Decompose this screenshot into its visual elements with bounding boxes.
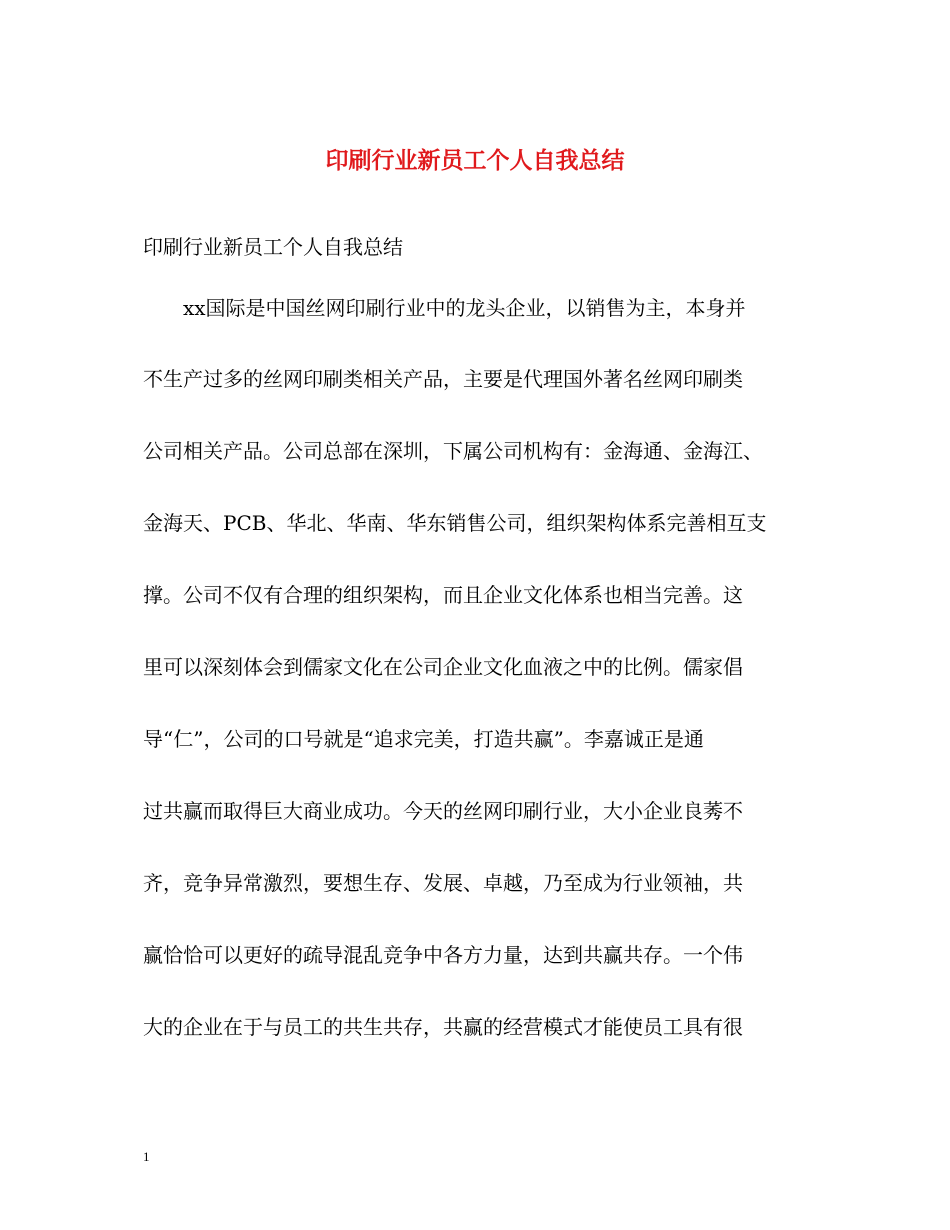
body-line: 齐，竞争异常激烈，要想生存、发展、卓越，乃至成为行业领袖，共 [143, 871, 743, 895]
document-title: 印刷行业新员工个人自我总结 [325, 147, 625, 174]
body-line: 赢恰恰可以更好的疏导混乱竞争中各方力量，达到共赢共存。一个伟 [143, 943, 743, 967]
body-line: 不生产过多的丝网印刷类相关产品，主要是代理国外著名丝网印刷类 [143, 367, 743, 391]
document-subtitle: 印刷行业新员工个人自我总结 [143, 235, 403, 259]
body-line: 公司相关产品。公司总部在深圳，下属公司机构有：金海通、金海江、 [143, 439, 763, 463]
body-line: 撑。公司不仅有合理的组织架构，而且企业文化体系也相当完善。这 [143, 583, 743, 607]
body-line: 大的企业在于与员工的共生共存，共赢的经营模式才能使员工具有很 [143, 1015, 743, 1039]
page-number: 1 [143, 1149, 150, 1164]
body-line: 导“仁”，公司的口号就是“追求完美，打造共赢”。李嘉诚正是通 [143, 727, 704, 751]
body-line: 金海天、PCB、华北、华南、华东销售公司，组织架构体系完善相互支 [143, 511, 767, 535]
body-line: xx国际是中国丝网印刷行业中的龙头企业，以销售为主，本身并 [183, 296, 746, 320]
body-line: 过共赢而取得巨大商业成功。今天的丝网印刷行业，大小企业良莠不 [143, 799, 743, 823]
body-line: 里可以深刻体会到儒家文化在公司企业文化血液之中的比例。儒家倡 [143, 655, 743, 679]
